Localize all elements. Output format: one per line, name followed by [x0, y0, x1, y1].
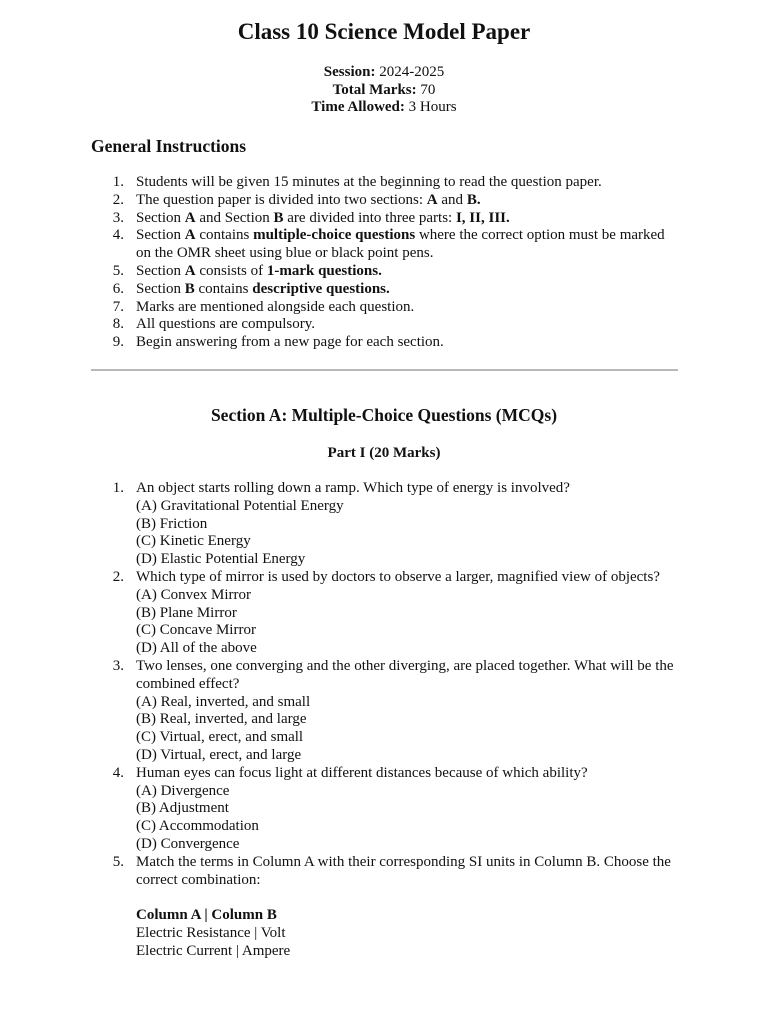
- instruction-bold-text: A: [184, 227, 196, 244]
- instruction-text: Section: [136, 209, 185, 226]
- time-allowed-line: [0, 99, 768, 117]
- question-item: [91, 765, 681, 854]
- instruction-text: and Section: [195, 209, 274, 226]
- session-line: [0, 64, 768, 82]
- instruction-item: [91, 299, 681, 317]
- instruction-number: 9.: [112, 334, 124, 351]
- question-option: (C) Virtual, erect, and small: [136, 729, 304, 746]
- instruction-text: contains: [194, 280, 253, 297]
- instruction-item: [91, 210, 681, 228]
- question-text: Two lenses, one converging and the other diverging, are placed together. What will be the combined effect?: [136, 657, 674, 692]
- question-option: (A) Real, inverted, and small: [136, 693, 311, 710]
- total-marks-label: Total Marks:: [332, 81, 417, 98]
- question-option: (A) Convex Mirror: [136, 586, 251, 603]
- question-option: (A) Gravitational Potential Energy: [136, 497, 344, 514]
- instruction-text: Section: [136, 262, 185, 279]
- instruction-text: where the correct option must be marked on the OMR sheet using blue or black point pens.: [136, 227, 665, 262]
- instruction-item: [91, 192, 681, 210]
- instruction-number: 6.: [112, 280, 124, 297]
- instruction-bold-text: A: [426, 191, 438, 208]
- instruction-item: [91, 227, 681, 263]
- question-option: (D) Elastic Potential Energy: [136, 551, 306, 568]
- instruction-bold-text: descriptive questions.: [252, 280, 390, 297]
- total-marks-value: 70: [420, 81, 436, 98]
- instruction-bold-text: B.: [466, 191, 481, 208]
- instruction-item: [91, 263, 681, 281]
- total-marks-line: [0, 82, 768, 100]
- instruction-number: 2.: [112, 191, 124, 208]
- instruction-number: 7.: [112, 298, 124, 315]
- question-text: An object starts rolling down a ramp. Which type of energy is involved?: [136, 480, 570, 496]
- session-value: 2024-2025: [379, 64, 445, 80]
- question-option: (C) Concave Mirror: [136, 622, 256, 639]
- time-allowed-value: 3 Hours: [408, 99, 457, 115]
- question-option: (B) Plane Mirror: [136, 604, 237, 621]
- question-option: (D) Convergence: [136, 835, 240, 852]
- instruction-item: [91, 174, 681, 192]
- match-columns-header: Column A | Column B: [136, 907, 277, 924]
- question-option: (A) Divergence: [136, 782, 230, 799]
- instruction-bold-text: multiple-choice questions: [253, 227, 416, 244]
- instruction-bold-text: B: [273, 209, 284, 226]
- instruction-text: Marks are mentioned alongside each question.: [136, 298, 415, 315]
- match-columns: [136, 907, 681, 960]
- session-label: Session:: [323, 64, 376, 80]
- question-option: (D) All of the above: [136, 640, 257, 657]
- question-option: (C) Kinetic Energy: [136, 533, 251, 550]
- question-option: (B) Friction: [136, 515, 208, 532]
- question-number: 1.: [112, 480, 124, 496]
- instruction-number: 5.: [112, 262, 124, 279]
- instruction-number: 8.: [112, 316, 124, 333]
- instruction-number: 4.: [112, 227, 124, 244]
- section-divider: [91, 369, 678, 371]
- instruction-text: are divided into three parts:: [283, 209, 456, 226]
- instruction-item: [91, 281, 681, 299]
- instruction-text: consists of: [195, 262, 267, 279]
- instructions-heading: General Instructions: [91, 136, 247, 156]
- question-option: (C) Accommodation: [136, 818, 259, 835]
- instruction-text: Section: [136, 227, 185, 244]
- question-option: (B) Real, inverted, and large: [136, 711, 307, 728]
- question-option: (D) Virtual, erect, and large: [136, 746, 302, 763]
- instruction-number: 1.: [112, 174, 124, 190]
- instruction-text: and: [437, 191, 467, 208]
- question-text: Human eyes can focus light at different distances because of which ability?: [136, 764, 588, 781]
- question-text: Match the terms in Column A with their corresponding SI units in Column B. Choose the correct combination:: [136, 853, 671, 888]
- question-number: 4.: [112, 764, 124, 781]
- instruction-text: Begin answering from a new page for each section.: [136, 334, 444, 351]
- instruction-number: 3.: [112, 209, 124, 226]
- instruction-item: [91, 316, 681, 334]
- question-number: 5.: [112, 853, 124, 870]
- instructions-list: [91, 174, 681, 352]
- time-allowed-label: Time Allowed:: [311, 99, 405, 115]
- section-a-heading: Section A: Multiple-Choice Questions (MCQs): [210, 405, 558, 425]
- instruction-text: All questions are compulsory.: [136, 316, 315, 333]
- paper-meta: [0, 64, 768, 117]
- instruction-text: Students will be given 15 minutes at the beginning to read the question paper.: [136, 174, 602, 190]
- question-item: [91, 480, 681, 569]
- instruction-bold-text: B: [184, 280, 195, 297]
- question-item: [91, 658, 681, 765]
- question-text: Which type of mirror is used by doctors to observe a larger, magnified view of objects?: [136, 568, 660, 585]
- question-item: [91, 569, 681, 658]
- question-number: 3.: [112, 657, 124, 674]
- instruction-bold-text: A: [184, 262, 196, 279]
- match-columns-row: Electric Current | Ampere: [136, 942, 291, 959]
- instruction-text: The question paper is divided into two sections:: [136, 191, 427, 208]
- questions-list: [91, 480, 681, 961]
- instruction-text: contains: [195, 227, 254, 244]
- match-columns-row: Electric Resistance | Volt: [136, 925, 286, 942]
- instruction-bold-text: I, II, III.: [455, 209, 510, 226]
- question-option: (B) Adjustment: [136, 800, 229, 817]
- instruction-item: [91, 334, 681, 352]
- part-i-heading: Part I (20 Marks): [327, 445, 441, 461]
- instruction-bold-text: 1-mark questions.: [266, 262, 382, 279]
- instruction-text: Section: [136, 280, 185, 297]
- instruction-bold-text: A: [184, 209, 196, 226]
- question-number: 2.: [112, 568, 124, 585]
- page-title: Class 10 Science Model Paper: [237, 19, 531, 44]
- question-item: [91, 854, 681, 961]
